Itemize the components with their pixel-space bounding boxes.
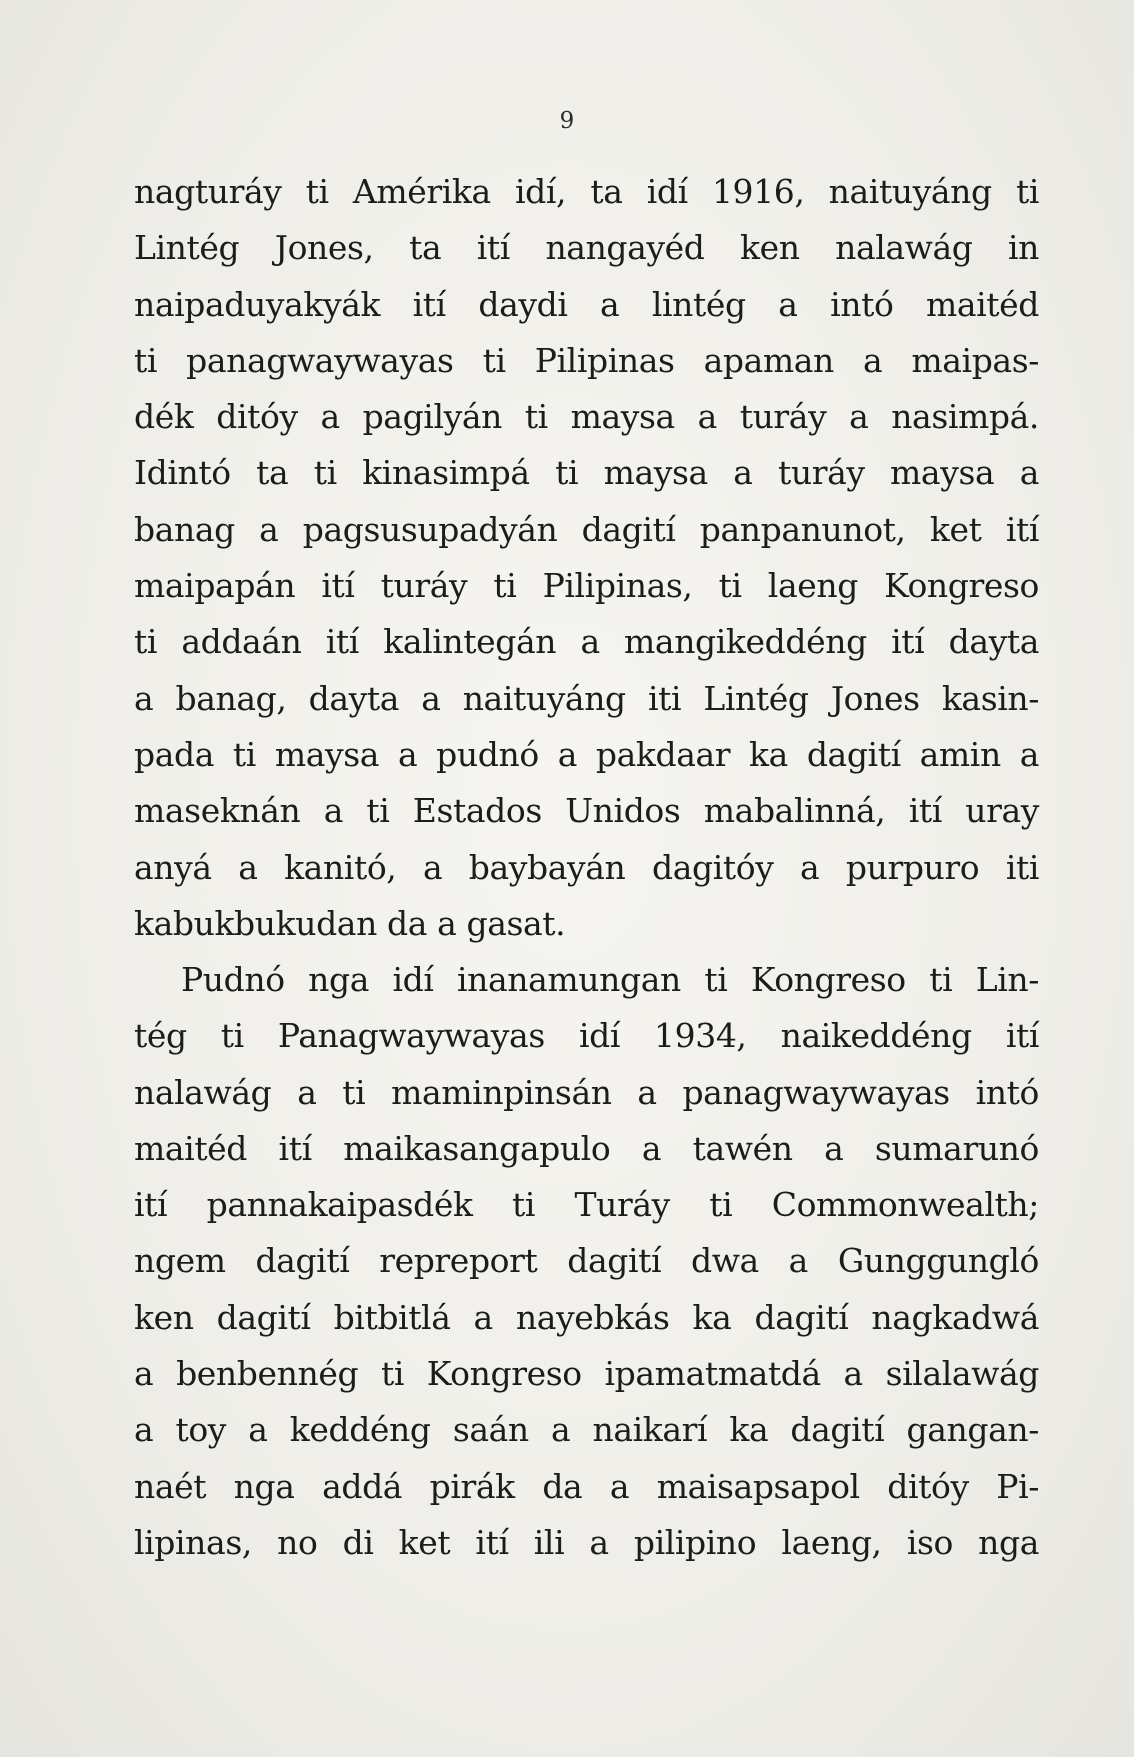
text-line: ken dagití bitbitlá a nayebkás ka dagití nagkadwá <box>134 1297 1039 1337</box>
text-line: nalawág a ti maminpinsán a panagwaywayas intó <box>134 1072 1039 1112</box>
text-line: Pudnó nga idí inanamungan ti Kongreso ti Lin- <box>181 960 1039 999</box>
text-line: a toy a keddéng saán a naikarí ka dagití gangan- <box>134 1410 1039 1450</box>
text-line: Lintég Jones, ta ití nangayéd ken nalawág in <box>134 228 1039 268</box>
text-line: naipaduyakyák ití daydi a lintég a intó maitéd <box>134 284 1039 324</box>
text-line: ti addaán ití kalintegán a mangikeddéng ití dayta <box>134 622 1039 662</box>
text-line: kabukbukudan da a gasat. <box>134 903 566 943</box>
text-line: Idintó ta ti kinasimpá ti maysa a turáy maysa a <box>134 453 1039 493</box>
text-line: ití pannakaipasdék ti Turáy ti Commonwealth; <box>134 1185 1039 1225</box>
text-line: lipinas, no di ket ití ili a pilipino laeng, iso nga <box>134 1522 1039 1562</box>
text-line: a banag, dayta a naituyáng iti Lintég Jones kasin- <box>134 678 1039 718</box>
text-line: a benbennég ti Kongreso ipamatmatdá a silalawág <box>134 1354 1039 1394</box>
page-number: 9 <box>559 108 575 134</box>
text-line: maseknán a ti Estados Unidos mabalinná, ití uray <box>134 791 1039 831</box>
text-line: naét nga addá pirák da a maisapsapol ditóy Pi- <box>134 1466 1039 1506</box>
paragraph-1 <box>134 164 1039 952</box>
text-line: ti panagwaywayas ti Pilipinas apaman a maipas- <box>134 340 1039 380</box>
text-line: nagturáy ti Amérika idí, ta idí 1916, naituyáng ti <box>134 172 1039 211</box>
text-line: banag a pagsusupadyán dagití panpanunot, ket ití <box>134 509 1039 549</box>
text-line: anyá a kanitó, a baybayán dagitóy a purpuro iti <box>134 847 1039 887</box>
text-line: ngem dagití repreport dagití dwa a Gunggungló <box>134 1241 1039 1281</box>
text-line: tég ti Panagwaywayas idí 1934, naikeddéng ití <box>134 1016 1039 1056</box>
text-line: maitéd ití maikasangapulo a tawén a sumarunó <box>134 1128 1039 1168</box>
text-line: pada ti maysa a pudnó a pakdaar ka dagití amin a <box>134 734 1039 774</box>
text-line: maipapán ití turáy ti Pilipinas, ti laeng Kongreso <box>134 566 1039 606</box>
text-line: dék ditóy a pagilyán ti maysa a turáy a nasimpá. <box>134 397 1039 437</box>
paragraph-2 <box>134 952 1039 1571</box>
